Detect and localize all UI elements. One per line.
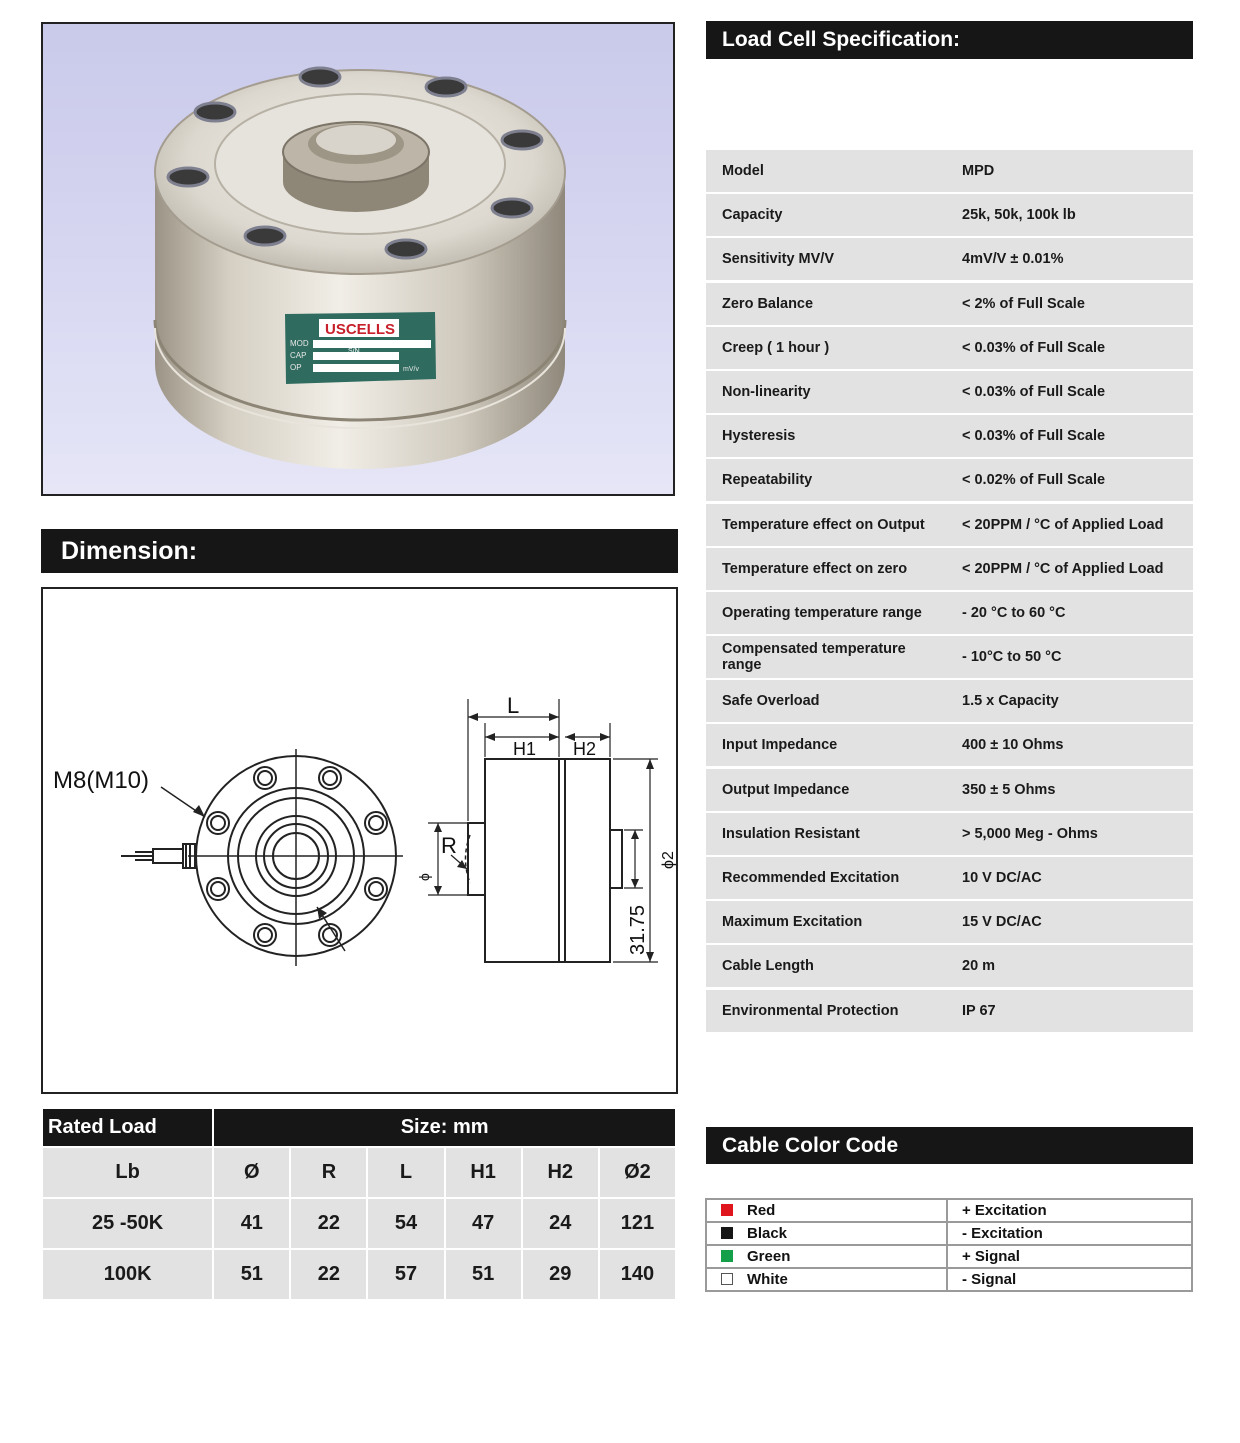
size-cell: 29 [523, 1250, 598, 1299]
label-field-cap: CAP [290, 351, 307, 360]
spec-row [706, 150, 1193, 192]
dim-L-label: L [507, 693, 520, 718]
spec-value: < 0.02% of Full Scale [962, 472, 1106, 489]
spec-row [706, 769, 1193, 811]
spec-row [706, 901, 1193, 943]
spec-row [706, 724, 1193, 766]
cable-color-name: Green [747, 1248, 791, 1265]
spec-label: Sensitivity MV/V [722, 251, 835, 268]
size-column-header: H2 [523, 1148, 598, 1197]
size-column-header: Ø [214, 1148, 289, 1197]
color-swatch-icon [721, 1227, 733, 1239]
spec-row [706, 813, 1193, 855]
spec-value: 25k, 50k, 100k lb [962, 207, 1076, 224]
spec-label: Zero Balance [722, 295, 814, 312]
size-row [43, 1199, 675, 1248]
cable-color-cell [706, 1222, 947, 1245]
cable-row [706, 1245, 1192, 1268]
brand-text: USCELLS [325, 321, 396, 338]
size-column-header: R [291, 1148, 366, 1197]
spec-value: < 0.03% of Full Scale [962, 339, 1106, 356]
cable-function: - Signal [947, 1268, 1192, 1291]
label-sn: S/N [348, 348, 360, 355]
label-unit: mV/v [403, 366, 419, 373]
spec-value: MPD [962, 163, 995, 179]
dim-H1-label: H1 [513, 739, 537, 759]
spec-label: Repeatability [722, 472, 813, 489]
cable-color-table [705, 1198, 1193, 1292]
spec-value: < 20PPM / °C of Applied Load [962, 516, 1164, 533]
dimension-title: Dimension: [41, 529, 678, 573]
spec-label: Maximum Excitation [722, 914, 863, 931]
spec-value: 10 V DC/AC [962, 870, 1042, 886]
label-field-op: OP [290, 363, 302, 372]
spec-label: Operating temperature range [722, 604, 922, 621]
spec-label: Environmental Protection [722, 1002, 899, 1019]
size-cell: 25 -50K [43, 1199, 212, 1248]
cable-function: + Excitation [947, 1199, 1192, 1222]
spec-value: < 0.03% of Full Scale [962, 383, 1106, 400]
spec-label: Model [722, 163, 764, 179]
size-column-header: Ø2 [600, 1148, 675, 1197]
spec-value: 15 V DC/AC [962, 914, 1042, 931]
spec-value: < 0.03% of Full Scale [962, 428, 1106, 445]
size-cell: 22 [291, 1199, 366, 1248]
spec-value: 20 m [962, 958, 996, 975]
dim-height-label: 31.75 [627, 904, 649, 955]
spec-label: Capacity [722, 207, 783, 224]
size-header: Size: mm [214, 1109, 675, 1146]
dim-thread-label: M8(M10) [53, 767, 150, 794]
spec-row [706, 327, 1193, 369]
size-cell: 24 [523, 1199, 598, 1248]
spec-row [706, 459, 1193, 501]
size-cell: 22 [291, 1250, 366, 1299]
spec-label: Temperature effect on zero [722, 560, 908, 577]
spec-label: Output Impedance [722, 781, 850, 798]
spec-row [706, 415, 1193, 457]
spec-row [706, 504, 1193, 546]
size-cell: 54 [368, 1199, 443, 1248]
spec-value: < 2% of Full Scale [962, 295, 1085, 312]
cable-color-cell [706, 1268, 947, 1291]
spec-row [706, 857, 1193, 899]
rated-load-header: Rated Load [43, 1109, 212, 1146]
cable-row [706, 1268, 1192, 1291]
spec-row [706, 238, 1193, 280]
spec-row [706, 990, 1193, 1032]
cable-title: Cable Color Code [706, 1127, 1193, 1164]
spec-value: 350 ± 5 Ohms [962, 781, 1056, 798]
spec-value: < 20PPM / °C of Applied Load [962, 560, 1164, 577]
spec-row [706, 636, 1193, 678]
dim-phi2-label: ϕ2 [660, 851, 676, 869]
spec-row [706, 592, 1193, 634]
size-column-row [43, 1148, 675, 1197]
spec-row [706, 680, 1193, 722]
color-swatch-icon [721, 1273, 733, 1285]
dimension-drawing-svg [43, 589, 676, 1092]
spec-row [706, 283, 1193, 325]
size-column-header: H1 [446, 1148, 521, 1197]
dimension-drawing [41, 587, 678, 1094]
spec-label: Compensated temperature range [722, 641, 906, 674]
cable-row [706, 1199, 1192, 1222]
spec-label: Cable Length [722, 958, 814, 975]
cable-color-cell [706, 1245, 947, 1268]
dim-H2-label: H2 [573, 739, 597, 759]
size-cell: 51 [446, 1250, 521, 1299]
spec-table [706, 150, 1193, 1034]
spec-label: Hysteresis [722, 428, 796, 445]
spec-value: IP 67 [962, 1002, 996, 1019]
size-cell: 100K [43, 1250, 212, 1299]
size-cell: 47 [446, 1199, 521, 1248]
spec-value: 1.5 x Capacity [962, 693, 1059, 710]
spec-label: Non-linearity [722, 383, 811, 400]
dim-R-label: R [441, 833, 457, 858]
spec-row [706, 371, 1193, 413]
load-cell-image [43, 24, 673, 494]
spec-label: Recommended Excitation [722, 870, 900, 886]
spec-label: Creep ( 1 hour ) [722, 339, 830, 356]
spec-value: - 10°C to 50 °C [962, 649, 1062, 666]
spec-value: - 20 °C to 60 °C [962, 604, 1066, 621]
spec-value: 4mV/V ± 0.01% [962, 251, 1064, 268]
spec-title: Load Cell Specification: [706, 21, 1193, 59]
cable-color-name: White [747, 1271, 788, 1288]
size-column-header: Lb [43, 1148, 212, 1197]
product-label-plate [285, 312, 436, 384]
size-table [41, 1107, 677, 1301]
size-cell: 51 [214, 1250, 289, 1299]
color-swatch-icon [721, 1204, 733, 1216]
spec-label: Safe Overload [722, 693, 820, 710]
size-cell: 41 [214, 1199, 289, 1248]
spec-value: > 5,000 Meg - Ohms [962, 825, 1098, 842]
cable-function: + Signal [947, 1245, 1192, 1268]
cable-color-name: Black [747, 1225, 788, 1242]
label-field-mod: MOD [290, 339, 309, 348]
spec-label: Input Impedance [722, 737, 838, 754]
spec-label: Temperature effect on Output [722, 516, 925, 533]
spec-value: 400 ± 10 Ohms [962, 737, 1064, 754]
spec-row [706, 194, 1193, 236]
product-photo [41, 22, 675, 496]
cable-color-cell [706, 1199, 947, 1222]
size-row [43, 1250, 675, 1299]
cable-row [706, 1222, 1192, 1245]
size-column-header: L [368, 1148, 443, 1197]
color-swatch-icon [721, 1250, 733, 1262]
spec-row [706, 945, 1193, 987]
cable-color-name: Red [747, 1202, 776, 1219]
cable-function: - Excitation [947, 1222, 1192, 1245]
size-cell: 140 [600, 1250, 675, 1299]
size-cell: 57 [368, 1250, 443, 1299]
spec-label: Insulation Resistant [722, 825, 860, 842]
dim-phi-label: ϕ [416, 873, 432, 881]
spec-row [706, 548, 1193, 590]
size-cell: 121 [600, 1199, 675, 1248]
